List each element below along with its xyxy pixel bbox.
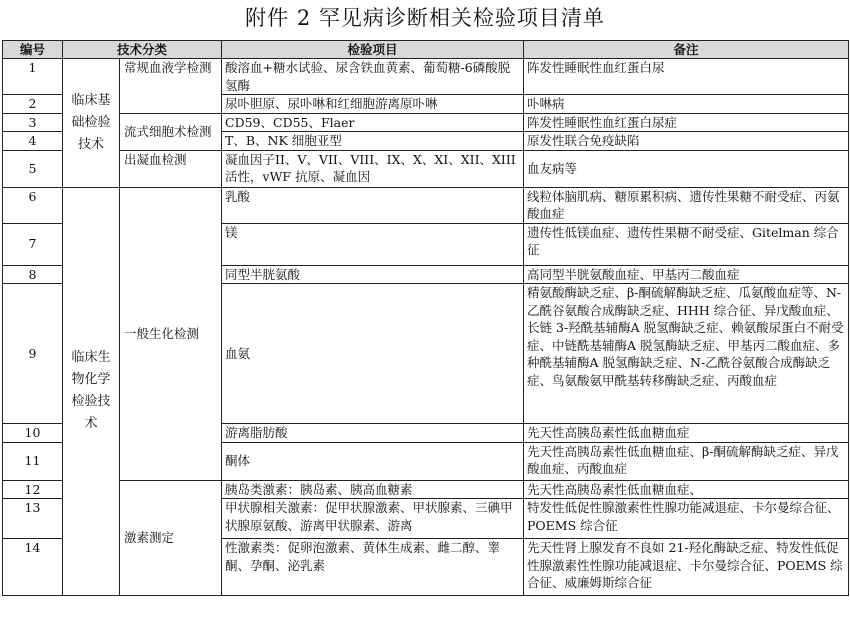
test-item: 尿卟胆原、尿卟啉和红细胞游离原卟啉 [222, 95, 524, 114]
test-item: 乳酸 [222, 187, 524, 223]
row-number: 11 [3, 442, 63, 480]
note: 原发性联合免疫缺陷 [524, 132, 849, 151]
note: 精氨酸酶缺乏症、β-酮硫解酶缺乏症、瓜氨酸血症等、N-乙酰谷氨酸合成酶缺乏症、HHH 综合征、异戊酸血症、长链 3-羟酰基辅酶A 脱氢酶缺乏症、赖氨酸尿蛋白不耐受症、中链酰基辅酶A 脱氢酶缺乏症、甲基丙二酸血症、多种酰基辅酶A 脱氢酶缺乏症、N-乙酰谷氨酸合成酶缺乏症、鸟氨酸氨甲酰基转移酶缺乏症、丙酸血症 [524, 284, 849, 424]
note: 先天性高胰岛素性低血糖血症、β-酮硫解酶缺乏症、异戊酸血症、丙酸血症 [524, 442, 849, 480]
test-item: 性激素类：促卵泡激素、黄体生成素、雌二醇、睾酮、孕酮、泌乳素 [222, 539, 524, 596]
test-item: 镁 [222, 223, 524, 265]
table-row [3, 480, 849, 499]
header-note: 备注 [524, 41, 849, 59]
test-items-table [2, 40, 849, 596]
category-clinical-basic: 临床基础检验技术 [63, 59, 120, 188]
row-number: 2 [3, 95, 63, 114]
table-row [3, 187, 849, 223]
note: 线粒体脑肌病、糖原累积病、遗传性果糖不耐受症、丙氨酸血症 [524, 187, 849, 223]
row-number: 4 [3, 132, 63, 151]
table-row [3, 59, 849, 95]
table-header-row [3, 41, 849, 59]
test-item: 酸溶血+糖水试验、尿含铁血黄素、葡萄糖-6磷酸脱氢酶 [222, 59, 524, 95]
row-number: 7 [3, 223, 63, 265]
test-item: 同型半胱氨酸 [222, 265, 524, 284]
subcategory-general-biochem: 一般生化检测 [120, 187, 222, 480]
note: 先天性高胰岛素性低血糖血症 [524, 424, 849, 443]
subcategory-coag: 出凝血检测 [120, 150, 222, 187]
test-item: 游离脂肪酸 [222, 424, 524, 443]
subcategory-hormone: 激素测定 [120, 480, 222, 596]
test-item: 血氨 [222, 284, 524, 424]
row-number: 13 [3, 499, 63, 539]
subcategory-flow: 流式细胞术检测 [120, 113, 222, 150]
note: 高同型半胱氨酸血症、甲基丙二酸血症 [524, 265, 849, 284]
note: 特发性低促性腺激素性性腺功能减退症、卡尔曼综合征、POEMS 综合征 [524, 499, 849, 539]
row-number: 14 [3, 539, 63, 596]
header-number: 编号 [3, 41, 63, 59]
note: 遗传性低镁血症、遗传性果糖不耐受症、Gitelman 综合征 [524, 223, 849, 265]
row-number: 9 [3, 284, 63, 424]
row-number: 5 [3, 150, 63, 187]
test-item: 凝血因子II、V、VII、VIII、IX、X、XI、XII、XIII 活性，vWF 抗原、凝血因 [222, 150, 524, 187]
test-item: CD59、CD55、Flaer [222, 113, 524, 132]
row-number: 6 [3, 187, 63, 223]
table-row [3, 150, 849, 187]
note: 先天性高胰岛素性低血糖血症、 [524, 480, 849, 499]
test-item: 甲状腺相关激素：促甲状腺激素、甲状腺素、三碘甲状腺原氨酸、游离甲状腺素、游离 [222, 499, 524, 539]
note: 阵发性睡眠性血红蛋白尿 [524, 59, 849, 95]
note: 卟啉病 [524, 95, 849, 114]
note: 阵发性睡眠性血红蛋白尿症 [524, 113, 849, 132]
row-number: 3 [3, 113, 63, 132]
table-row [3, 113, 849, 132]
test-item: 胰岛类激素：胰岛素、胰高血糖素 [222, 480, 524, 499]
note: 先天性肾上腺发育不良如 21-羟化酶缺乏症、特发性低促性腺激素性性腺功能减退症、卡尔曼综合征、POEMS 综合征、威廉姆斯综合征 [524, 539, 849, 596]
header-category: 技术分类 [63, 41, 222, 59]
row-number: 1 [3, 59, 63, 95]
test-item: T、B、NK 细胞亚型 [222, 132, 524, 151]
row-number: 8 [3, 265, 63, 284]
test-item: 酮体 [222, 442, 524, 480]
subcategory-blood: 常规血液学检测 [120, 59, 222, 114]
row-number: 12 [3, 480, 63, 499]
category-clinical-biochem: 临床生物化学检验技术 [63, 187, 120, 596]
document-title: 附件 2 罕见病诊断相关检验项目清单 [245, 6, 605, 30]
note: 血友病等 [524, 150, 849, 187]
header-test-item: 检验项目 [222, 41, 524, 59]
row-number: 10 [3, 424, 63, 443]
